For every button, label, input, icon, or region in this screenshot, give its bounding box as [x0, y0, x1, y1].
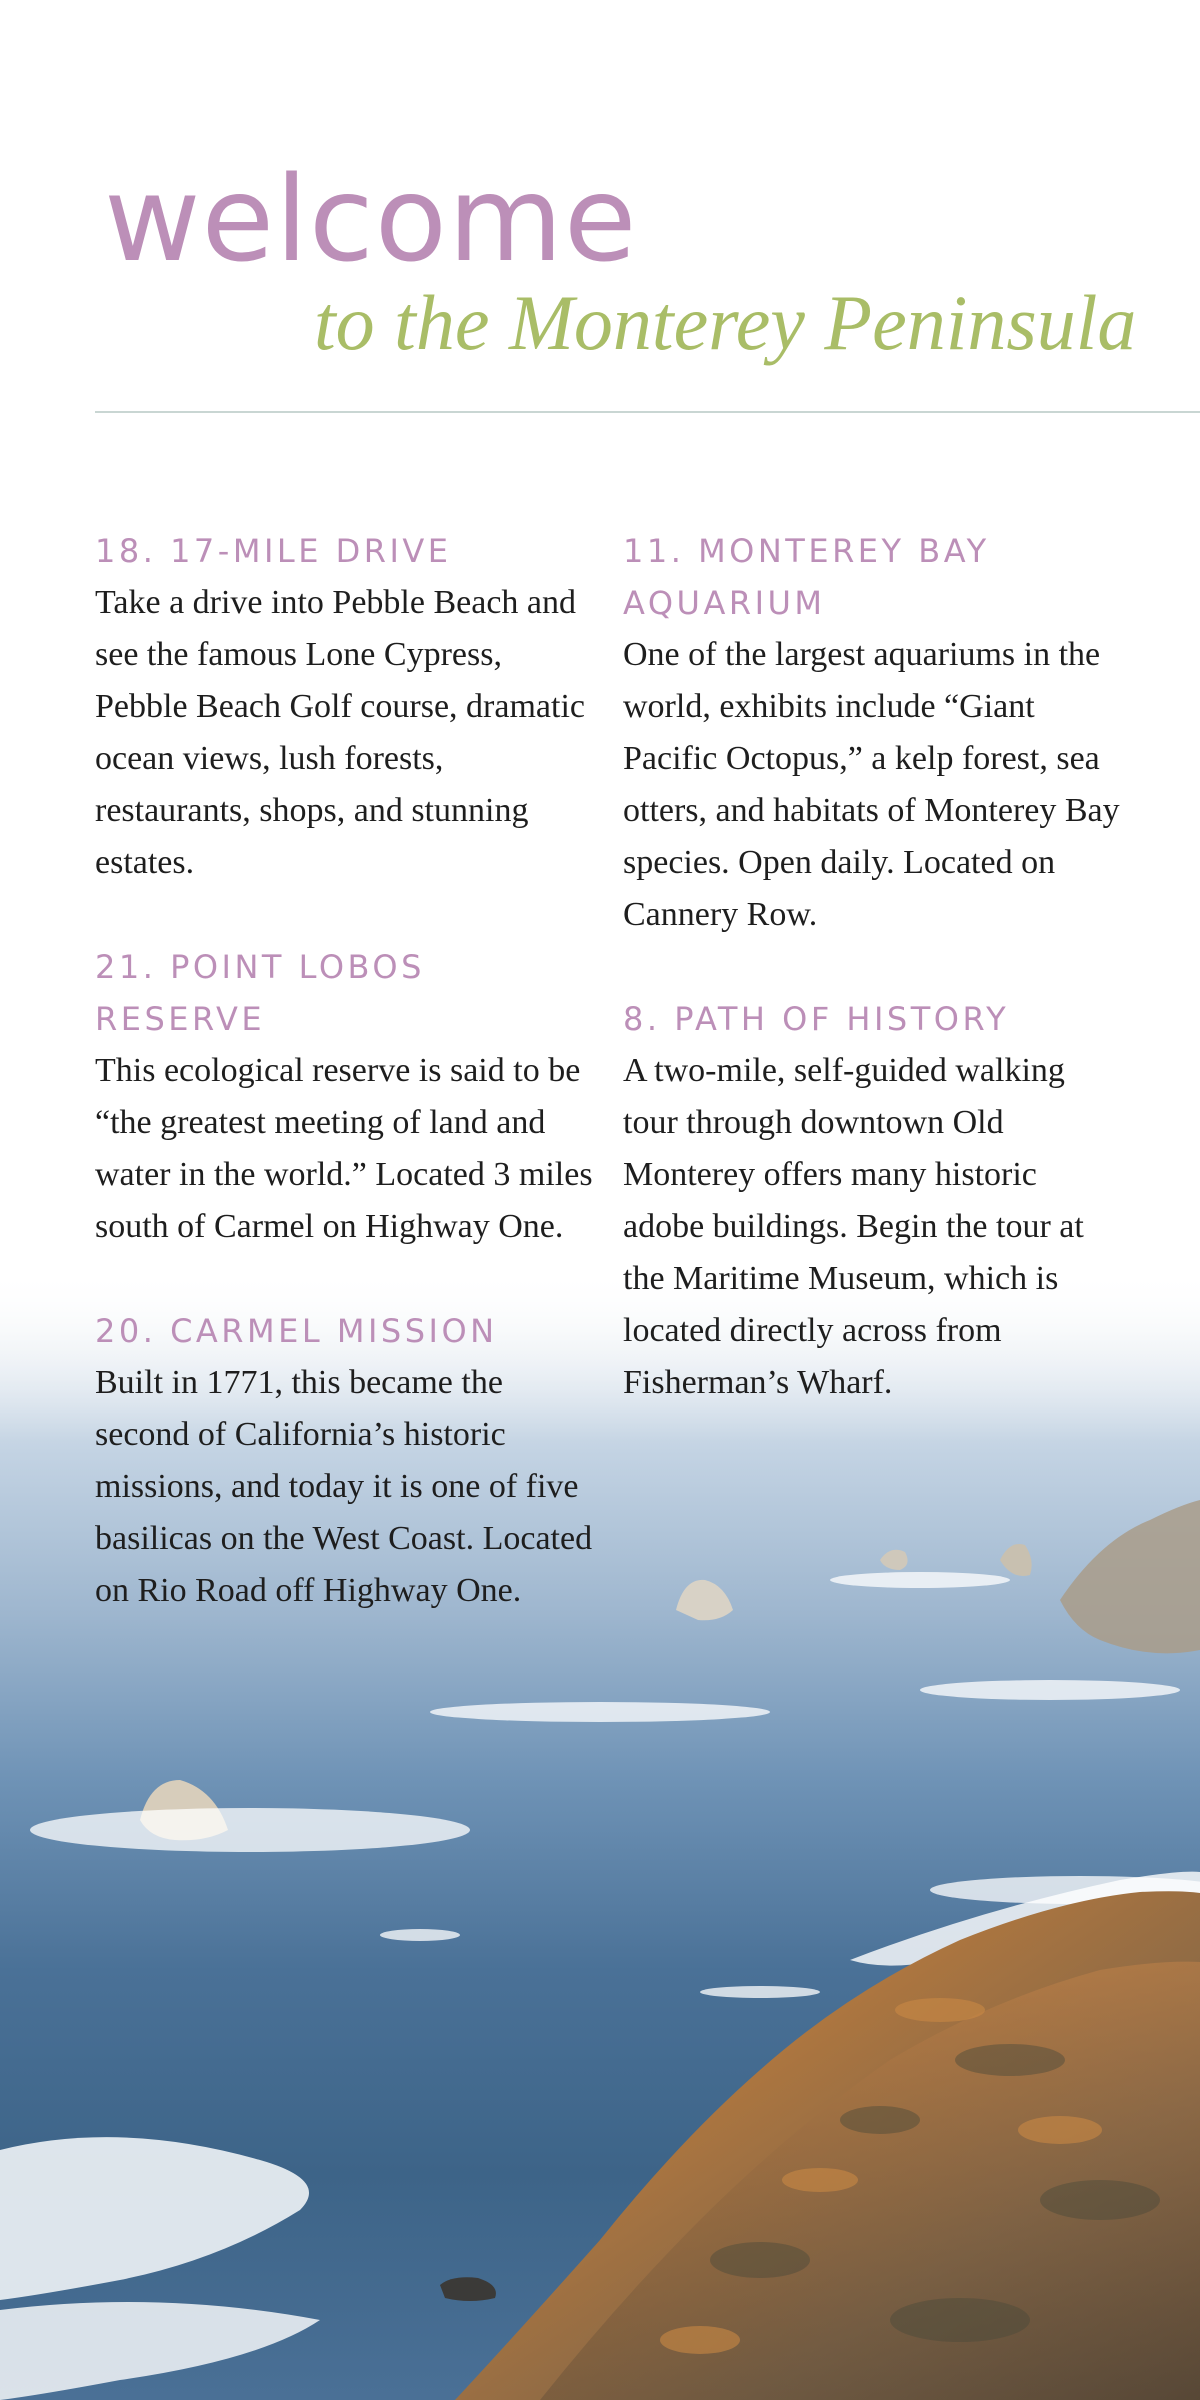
entry-body: A two-mile, self-guided walking tour through downtown Old Monterey offers many historic adobe buildings. Begin the tour at the Maritime Museum, which is located directly across from Fisherman’s Wharf.: [623, 1052, 1084, 1401]
welcome-heading: welcome: [104, 150, 638, 288]
left-column: [95, 525, 600, 1669]
entry-body: One of the largest aquariums in the world, exhibits include “Giant Pacific Octopus,” a kelp forest, sea otters, and habitats of Monterey Bay species. Open daily. Located on Cannery Row.: [623, 636, 1120, 933]
entry-title: 8. PATH OF HISTORY: [623, 1000, 1010, 1038]
entry-17-mile-drive: [95, 525, 600, 889]
header-divider: [95, 411, 1200, 413]
entry-path-of-history: [623, 993, 1123, 1409]
entry-body: Built in 1771, this became the second of California’s historic missions, and today it is one of five basilicas on the West Coast. Located on Rio Road off Highway One.: [95, 1364, 593, 1609]
entry-title: 20. CARMEL MISSION: [95, 1312, 498, 1350]
entry-title: 11. MONTEREY BAY AQUARIUM: [623, 532, 990, 622]
subtitle: to the Monterey Peninsula: [314, 279, 1137, 366]
entry-monterey-bay-aquarium: [623, 525, 1123, 941]
entry-body: Take a drive into Pebble Beach and see the famous Lone Cypress, Pebble Beach Golf course, dramatic ocean views, lush forests, restaurants, shops, and stunning estates.: [95, 584, 585, 881]
right-column: [623, 525, 1123, 1461]
entry-point-lobos-reserve: [95, 941, 600, 1253]
entry-body: This ecological reserve is said to be “the greatest meeting of land and water in the world.” Located 3 miles south of Carmel on Highway One.: [95, 1052, 593, 1245]
entry-title: 18. 17-MILE DRIVE: [95, 532, 452, 570]
entry-carmel-mission: [95, 1305, 600, 1617]
entry-title: 21. POINT LOBOS RESERVE: [95, 948, 425, 1038]
